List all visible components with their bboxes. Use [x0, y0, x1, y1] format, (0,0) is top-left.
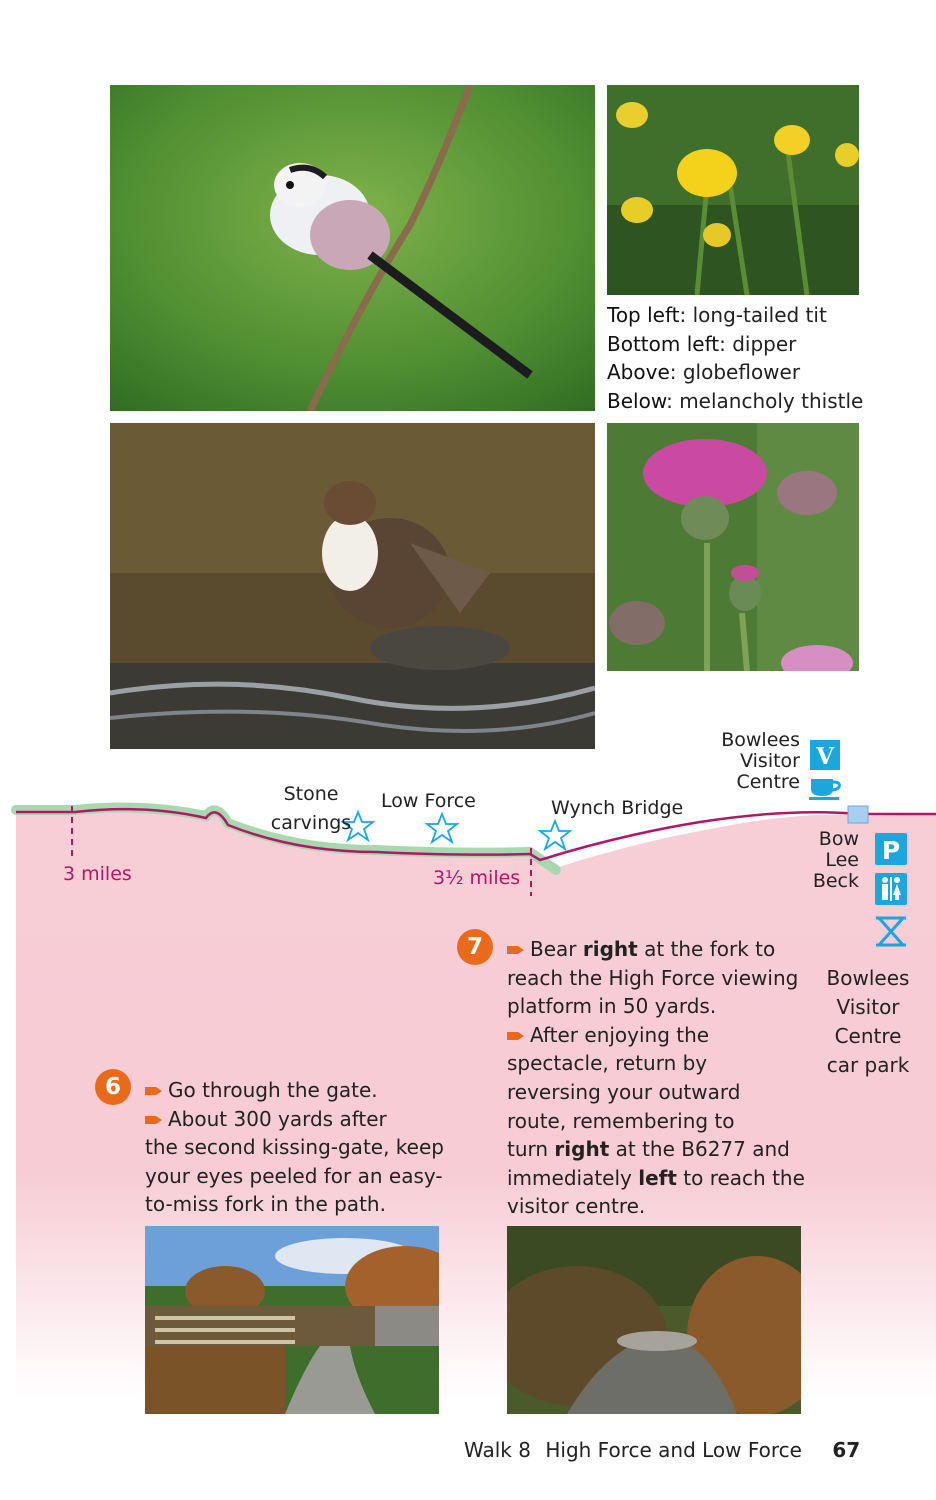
step6-l1: Go through the gate. [168, 1078, 378, 1102]
step-7-badge: 7 [457, 929, 493, 965]
photo-captions [607, 301, 863, 415]
photo-long-tailed-tit [110, 85, 595, 411]
caption-below-key: Below [607, 388, 667, 413]
bow-lee-beck-line2: Lee [825, 849, 859, 871]
step7-l3: platform in 50 yards. [507, 994, 717, 1019]
step7-l5: spectacle, return by [507, 1051, 708, 1076]
step7-l10: visitor centre. [507, 1194, 646, 1219]
photo-globeflower [607, 85, 859, 295]
caption-below-value: : melancholy thistle [666, 388, 864, 413]
step-7-text [507, 935, 807, 1221]
arrow-icon [145, 1115, 162, 1125]
footer-walk: Walk 8 [464, 1438, 531, 1462]
step7-l8b: right [554, 1137, 610, 1162]
step7-l1a: Bear [530, 937, 583, 961]
v-icon-letter: V [816, 743, 834, 770]
step-6-text [145, 1076, 445, 1219]
caption-bottom-left-key: Bottom left [607, 331, 720, 356]
car-park-line3: Centre [834, 1024, 902, 1048]
label-bowlees-visitor-centre-car-park [818, 964, 918, 1080]
step7-l9c: to reach the [676, 1165, 805, 1190]
toilets-icon [875, 873, 907, 905]
caption-top-left-value: : long-tailed tit [679, 303, 827, 327]
label-3-miles: 3 miles [63, 863, 132, 885]
page-number: 67 [832, 1438, 861, 1462]
bow-lee-beck-square [848, 806, 868, 823]
label-stone-carvings [252, 780, 370, 838]
caption-bottom-left-value: : dipper [719, 331, 797, 356]
arrow-icon [507, 945, 524, 955]
label-wynch-bridge: Wynch Bridge [551, 797, 684, 819]
step6-l2: About 300 yards after [168, 1106, 387, 1131]
step7-l6: reversing your outward [507, 1079, 741, 1104]
photo-path [507, 1226, 801, 1414]
caption-above-key: Above [607, 360, 670, 384]
photo-dipper [110, 423, 595, 749]
photo-gate [145, 1226, 439, 1414]
label-3-5-miles: 3½ miles [433, 867, 521, 889]
cafe-icon [808, 775, 844, 801]
step6-l3: the second kissing-gate, keep [145, 1135, 444, 1160]
step6-l5: to-miss fork in the path. [145, 1192, 386, 1217]
step7-l7: route, remembering to [507, 1108, 735, 1133]
visitor-centre-icon [810, 740, 840, 770]
label-low-force: Low Force [381, 790, 476, 812]
bowlees-top-line1: Bowlees [721, 729, 800, 751]
arrow-icon [145, 1086, 162, 1096]
step7-l1c: at the fork to [637, 937, 776, 961]
stone-carvings-line1: Stone [283, 783, 339, 805]
bow-lee-beck-line3: Beck [812, 870, 859, 892]
step7-l2: reach the High Force viewing [507, 965, 799, 990]
bow-lee-beck-line1: Bow [818, 828, 859, 850]
step-6-badge: 6 [95, 1069, 131, 1105]
bowlees-top-line3: Centre [736, 771, 800, 793]
p-icon-letter: P [881, 836, 901, 865]
step7-l1b: right [582, 937, 638, 961]
star-icon-low-force [427, 814, 457, 842]
step7-l8c: at the B6277 and [609, 1137, 790, 1162]
page-footer [464, 1438, 860, 1462]
parking-icon [875, 833, 907, 865]
step7-l8a: turn [507, 1137, 555, 1162]
label-bow-lee-beck [790, 829, 859, 892]
caption-above-value: : globeflower [669, 360, 801, 384]
footer-title: High Force and Low Force [545, 1438, 802, 1462]
car-park-line4: car park [826, 1053, 910, 1077]
step7-l4: After enjoying the [530, 1022, 710, 1047]
photo-melancholy-thistle [607, 423, 859, 671]
car-park-line2: Visitor [836, 995, 900, 1019]
picnic-icon [873, 914, 909, 948]
step7-l9a: immediately [507, 1165, 639, 1190]
step6-l4: your eyes peeled for an easy- [145, 1163, 443, 1188]
step7-l9b: left [638, 1165, 677, 1190]
arrow-icon [507, 1031, 524, 1041]
star-icon-wynch-bridge [540, 821, 570, 849]
bowlees-top-line2: Visitor [740, 750, 800, 772]
label-bowlees-visitor-centre-top [700, 730, 800, 793]
caption-top-left-key: Top left [607, 303, 680, 327]
car-park-line1: Bowlees [826, 966, 910, 990]
stone-carvings-line2: carvings [270, 812, 352, 834]
